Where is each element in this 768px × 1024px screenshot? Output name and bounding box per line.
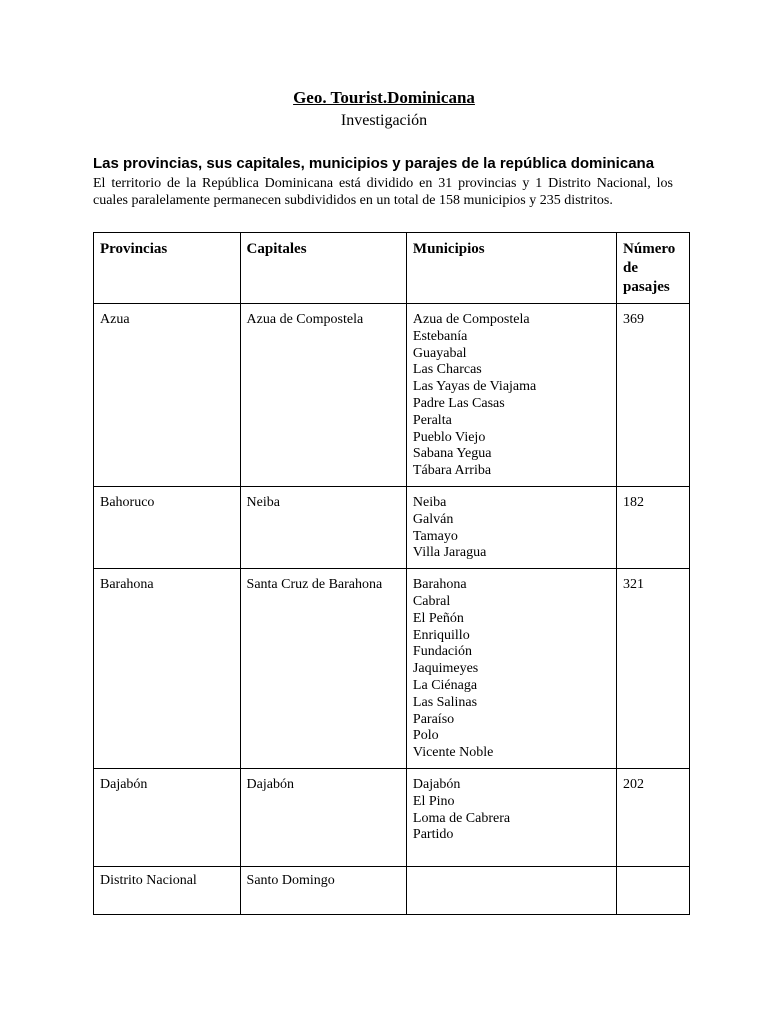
municipio-item: Sabana Yegua: [412, 446, 492, 462]
municipios-cell: [406, 866, 616, 914]
capital-cell: Santa Cruz de Barahona: [240, 569, 406, 769]
municipio-item: Las Salinas: [412, 694, 478, 710]
table-row: [94, 486, 690, 568]
municipio-item: Peralta: [412, 412, 452, 428]
municipios-cell: [406, 486, 616, 568]
provincia-cell: Dajabón: [94, 768, 241, 866]
municipio-item: La Ciénaga: [412, 677, 478, 693]
numero-cell: [617, 866, 690, 914]
municipio-item: Vicente Noble: [412, 745, 494, 761]
header-provincias: Provincias: [94, 233, 241, 304]
header-capitales: Capitales: [240, 233, 406, 304]
municipio-item: Enriquillo: [412, 627, 470, 643]
municipio-item: Dajabón: [412, 776, 461, 792]
municipio-item: Fundación: [412, 644, 473, 660]
municipio-item: Galván: [412, 511, 454, 527]
numero-cell: 182: [617, 486, 690, 568]
numero-cell: 202: [617, 768, 690, 866]
municipio-item: El Pino: [412, 793, 455, 809]
provincia-cell: Barahona: [94, 569, 241, 769]
municipio-item: Cabral: [412, 593, 451, 609]
provinces-table: [93, 232, 690, 915]
municipio-item: Paraíso: [412, 711, 455, 727]
municipios-cell: [406, 304, 616, 487]
capital-cell: Dajabón: [240, 768, 406, 866]
section-heading: Las provincias, sus capitales, municipios y parajes de la república dominicana: [93, 155, 655, 172]
municipio-item: Las Yayas de Viajama: [412, 379, 537, 395]
header-numero-pasajes: Número de pasajes: [617, 233, 690, 304]
numero-cell: 321: [617, 569, 690, 769]
municipio-item: Jaquimeyes: [412, 661, 479, 677]
capital-cell: Neiba: [240, 486, 406, 568]
municipio-item: Polo: [412, 728, 439, 744]
municipio-item: Barahona: [412, 577, 467, 593]
numero-cell: 369: [617, 304, 690, 487]
header-municipios: Municipios: [406, 233, 616, 304]
municipio-item: Estebanía: [412, 328, 468, 344]
municipio-item: Tábara Arriba: [412, 463, 492, 479]
municipio-item: El Peñón: [412, 610, 464, 626]
capital-cell: Azua de Compostela: [240, 304, 406, 487]
document-subtitle: Investigación: [340, 112, 428, 129]
municipio-item: Tamayo: [412, 528, 458, 544]
provincia-cell: Distrito Nacional: [94, 866, 241, 914]
table-header-row: [94, 233, 690, 304]
municipio-item: Neiba: [412, 494, 447, 510]
municipio-item: Loma de Cabrera: [412, 810, 511, 826]
municipio-item: Azua de Compostela: [412, 312, 530, 327]
municipio-item: Padre Las Casas: [412, 395, 505, 411]
provincia-cell: Azua: [94, 304, 241, 487]
table-row: [94, 304, 690, 487]
table-row: [94, 866, 690, 914]
municipio-item: Villa Jaragua: [412, 545, 487, 561]
municipios-cell: [406, 569, 616, 769]
intro-paragraph: El territorio de la República Dominicana está dividido en 31 provincias y 1 Distrito Nacional, los cuales paralelamente permanecen subdivididos en un total de 158 municipios y 235 distritos.: [93, 176, 673, 208]
table-row: [94, 569, 690, 769]
table-row: [94, 768, 690, 866]
capital-cell: Santo Domingo: [240, 866, 406, 914]
document-title: Geo. Tourist.Dominicana: [293, 88, 475, 107]
municipio-item: Partido: [412, 827, 454, 843]
municipio-item: Pueblo Viejo: [412, 429, 486, 445]
municipio-item: Las Charcas: [412, 362, 482, 378]
provincia-cell: Bahoruco: [94, 486, 241, 568]
municipio-item: Guayabal: [412, 345, 467, 361]
municipios-cell: [406, 768, 616, 866]
